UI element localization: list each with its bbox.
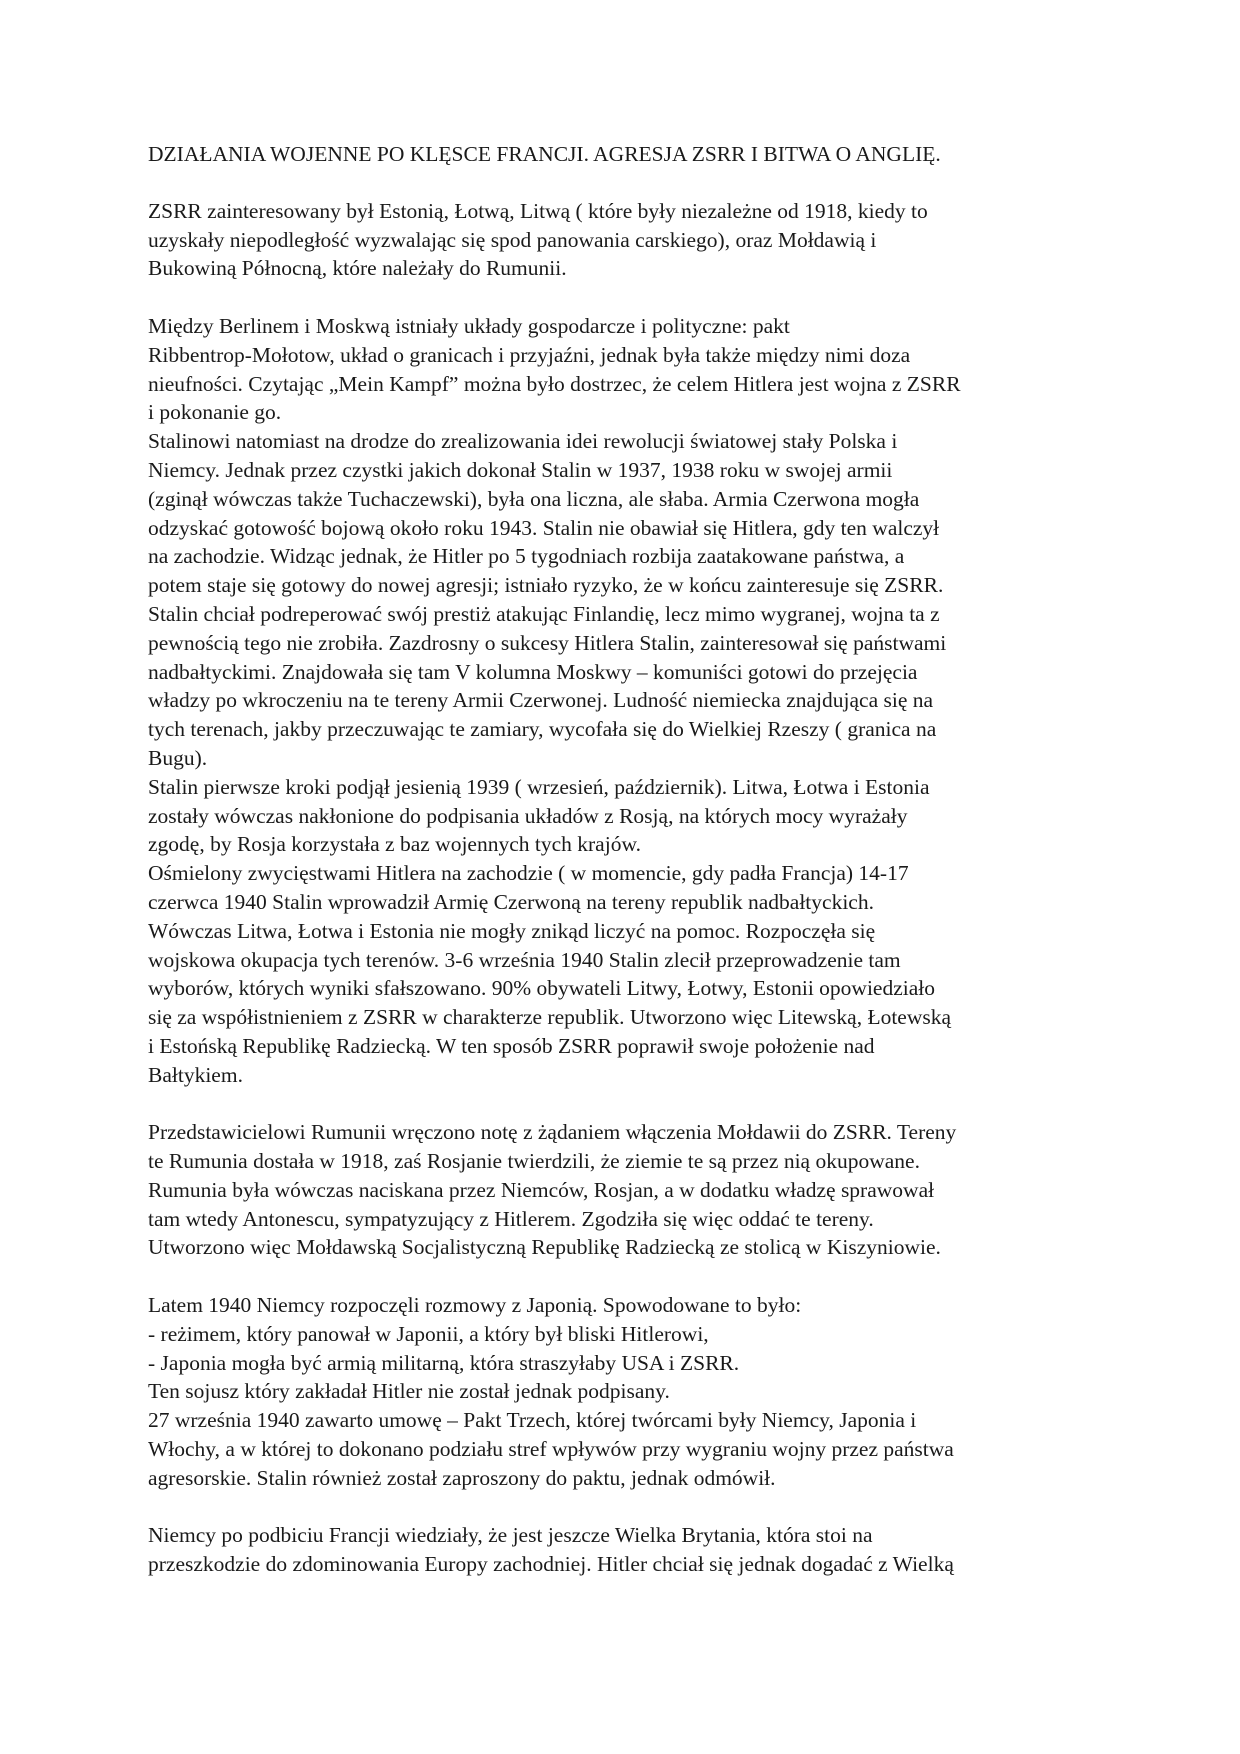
document-title: DZIAŁANIA WOJENNE PO KLĘSCE FRANCJI. AGRESJA ZSRR I BITWA O ANGLIĘ.	[148, 142, 941, 166]
text-line: Niemcy po podbiciu Francji wiedziały, że jest jeszcze Wielka Brytania, która stoi na	[148, 1523, 873, 1548]
text-line: Włochy, a w której to dokonano podziału stref wpływów przy wygraniu wojny przez państwa	[148, 1437, 954, 1462]
text-line: Stalin pierwsze kroki podjął jesienią 1939 ( wrzesień, październik). Litwa, Łotwa i Estonia	[148, 774, 930, 799]
text-line: Rumunia była wówczas naciskana przez Niemców, Rosjan, a w dodatku władzę sprawował	[148, 1177, 935, 1202]
text-line: Bukowiną Północną, które należały do Rumunii.	[148, 256, 567, 281]
text-line: zostały wówczas nakłonione do podpisania układów z Rosją, na których mocy wyrażały	[148, 803, 908, 828]
text-line: nieufności. Czytając „Mein Kampf” można było dostrzec, że celem Hitlera jest wojna z ZSRR	[148, 371, 961, 396]
paragraph	[148, 1521, 1108, 1579]
document-body	[148, 197, 1108, 1579]
text-line: agresorskie. Stalin również został zaproszony do paktu, jednak odmówił.	[148, 1465, 776, 1490]
text-line: wyborów, których wyniki sfałszowano. 90% obywateli Litwy, Łotwy, Estonii opowiedziało	[148, 976, 935, 1001]
text-line: te Rumunia dostała w 1918, zaś Rosjanie twierdzili, że ziemie te są przez nią okupowane.	[148, 1149, 920, 1174]
text-line: Stalin chciał podreperować swój prestiż atakując Finlandię, lecz mimo wygranej, wojna ta z	[148, 601, 940, 626]
text-line: czerwca 1940 Stalin wprowadził Armię Czerwoną na tereny republik nadbałtyckich.	[148, 889, 874, 914]
text-line: Bugu).	[148, 745, 208, 770]
paragraph	[148, 773, 1108, 859]
text-line: odzyskać gotowość bojową około roku 1943. Stalin nie obawiał się Hitlera, gdy ten walczył	[148, 515, 940, 540]
paragraph	[148, 1118, 1108, 1262]
text-line: Ribbentrop-Mołotow, układ o granicach i przyjaźni, jednak była także między nimi doza	[148, 342, 911, 367]
text-line: się za współistnieniem z ZSRR w charakterze republik. Utworzono więc Litewską, Łotewską	[148, 1005, 952, 1030]
text-line: uzyskały niepodległość wyzwalając się spod panowania carskiego), oraz Mołdawią i	[148, 227, 877, 252]
text-line: zgodę, by Rosja korzystała z baz wojennych tych krajów.	[148, 832, 641, 857]
text-line: Niemcy. Jednak przez czystki jakich dokonał Stalin w 1937, 1938 roku w swojej armii	[148, 457, 893, 482]
document-page	[148, 140, 1108, 1579]
text-line: - Japonia mogła być armią militarną, która straszyłaby USA i ZSRR.	[148, 1350, 740, 1375]
text-line: i pokonanie go.	[148, 400, 282, 425]
text-line: Ten sojusz który zakładał Hitler nie został jednak podpisany.	[148, 1379, 670, 1404]
text-line: Bałtykiem.	[148, 1062, 243, 1087]
paragraph	[148, 859, 1108, 1089]
paragraph	[148, 312, 1108, 427]
paragraph	[148, 1291, 1108, 1493]
text-line: Wówczas Litwa, Łotwa i Estonia nie mogły znikąd liczyć na pomoc. Rozpoczęła się	[148, 918, 876, 943]
text-line: na zachodzie. Widząc jednak, że Hitler po 5 tygodniach rozbija zaatakowane państwa, a	[148, 544, 905, 569]
text-line: przeszkodzie do zdominowania Europy zachodniej. Hitler chciał się jednak dogadać z Wielką	[148, 1552, 954, 1577]
text-line: i Estońską Republikę Radziecką. W ten sposób ZSRR poprawił swoje położenie nad	[148, 1033, 875, 1058]
text-line: tam wtedy Antonescu, sympatyzujący z Hitlerem. Zgodziła się więc oddać te tereny.	[148, 1206, 874, 1231]
text-line: 27 września 1940 zawarto umowę – Pakt Trzech, której twórcami były Niemcy, Japonia i	[148, 1408, 917, 1433]
text-line: Przedstawicielowi Rumunii wręczono notę z żądaniem włączenia Mołdawii do ZSRR. Tereny	[148, 1120, 957, 1145]
text-line: Między Berlinem i Moskwą istniały układy gospodarcze i polityczne: pakt	[148, 313, 790, 338]
text-line: Latem 1940 Niemcy rozpoczęli rozmowy z Japonią. Spowodowane to było:	[148, 1293, 802, 1318]
text-line: Utworzono więc Mołdawską Socjalistyczną Republikę Radziecką ze stolicą w Kiszyniowie.	[148, 1235, 941, 1260]
text-line: wojskowa okupacja tych terenów. 3-6 września 1940 Stalin zlecił przeprowadzenie tam	[148, 947, 901, 972]
text-line: - reżimem, który panował w Japonii, a który był bliski Hitlerowi,	[148, 1321, 709, 1346]
text-line: ZSRR zainteresowany był Estonią, Łotwą, Litwą ( które były niezależne od 1918, kiedy to	[148, 198, 928, 223]
text-line: władzy po wkroczeniu na te tereny Armii Czerwonej. Ludność niemiecka znajdująca się na	[148, 688, 934, 713]
paragraph	[148, 197, 1108, 283]
text-line: (zginął wówczas także Tuchaczewski), była ona liczna, ale słaba. Armia Czerwona mogła	[148, 486, 920, 511]
paragraph	[148, 427, 1108, 773]
text-line: potem staje się gotowy do nowej agresji; istniało ryzyko, że w końcu zainteresuje się ZSRR.	[148, 573, 944, 598]
text-line: nadbałtyckimi. Znajdowała się tam V kolumna Moskwy – komuniści gotowi do przejęcia	[148, 659, 918, 684]
text-line: tych terenach, jakby przeczuwając te zamiary, wycofała się do Wielkiej Rzeszy ( granica na	[148, 717, 937, 742]
text-line: Ośmielony zwycięstwami Hitlera na zachodzie ( w momencie, gdy padła Francja) 14-17	[148, 861, 909, 886]
text-line: pewnością tego nie zrobiła. Zazdrosny o sukcesy Hitlera Stalin, zainteresował się państwami	[148, 630, 947, 655]
text-line: Stalinowi natomiast na drodze do zrealizowania idei rewolucji światowej stały Polska i	[148, 429, 898, 454]
